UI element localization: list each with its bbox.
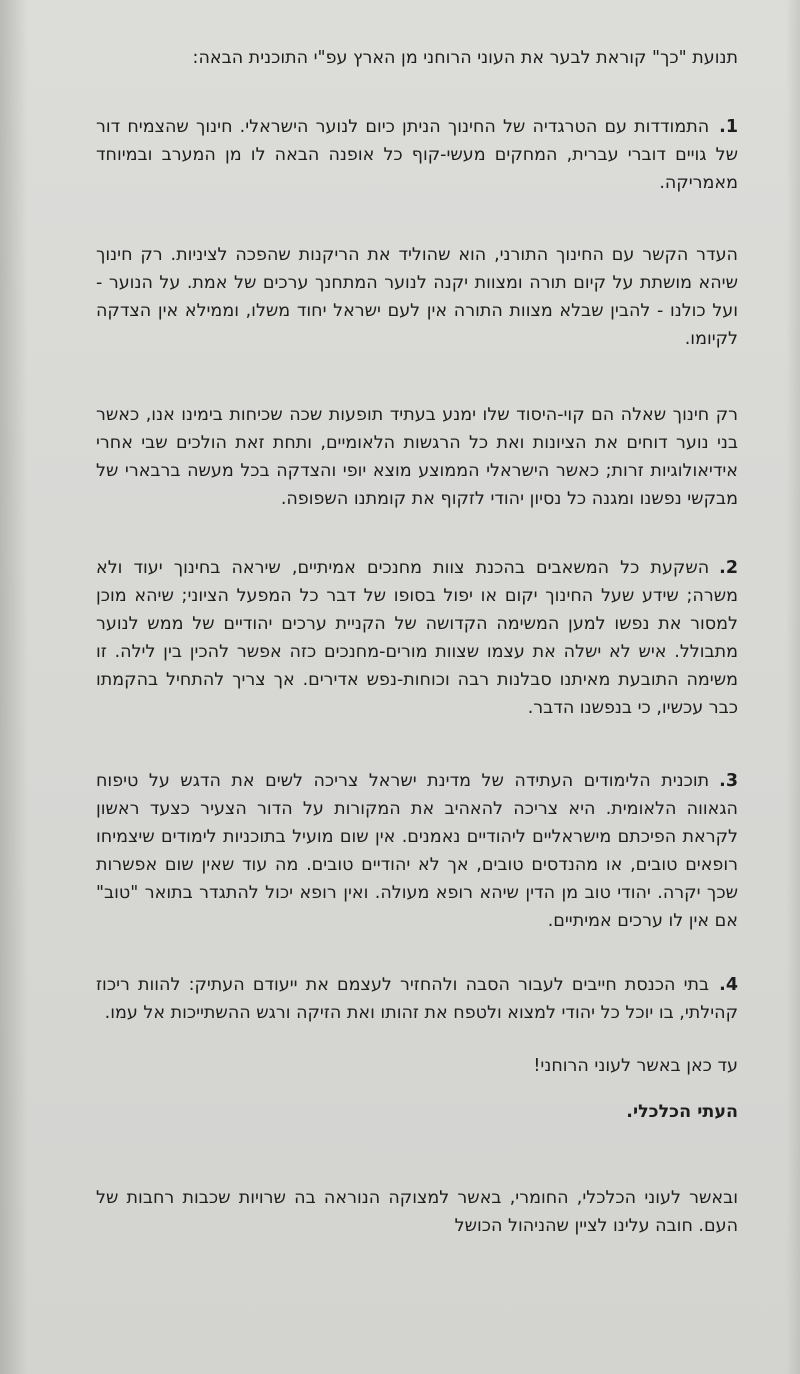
paragraph-3: רק חינוך שאלה הם קוי-היסוד שלו ימנע בעתיד תופעות שכה שכיחות בימינו אנו, כאשר בני נוער דוחים את הציונות ואת כל הרגשות הלאומיים, ותחת זאת הולכים שבי אחרי אידיאולוגיות זרות; כאשר הישראלי הממוצע מוצא יופי והצדקה בכל מעשה ברבארי של מבקשי נפשנו ומגנה כל נסיון יהודי לזקוף את קומתנו השפופה. xyxy=(96,405,738,509)
paragraph-2: העדר הקשר עם החינוך התורני, הוא שהוליד את הריקנות שהפכה לציניות. רק חינוך שיהא מושתת על קיום תורה ומצוות יקנה לנוער המתחנך ערכים של אמת. על הנוער - ועל כולנו - להבין שבלא מצוות התורה אין לעם ישראל יחוד משלו, וממילא אין הצדקה לקיומו. xyxy=(96,245,738,349)
item-4 xyxy=(96,971,738,1027)
item-2-text: השקעת כל המשאבים בהכנת צוות מחנכים אמיתיים, שיראה בחינוך יעוד ולא משרה; שידע שעל החינוך יקום או יפול בסופו של דבר כל המפעל הציוני; שיהא מוכן למסור את נפשו למען המשימה הקדושה של הקניית ערכים יהודיים של ממש לנוער מתבולל. איש לא ישלה את עצמו שצוות מורים-מחנכים כזה אפשר להכין בין לילה. זו משימה התובעת מאיתנו סבלנות רבה וכוחות-נפש אדירים. אך צריך להתחיל בהקמתו כבר עכשיו, כי בנפשנו הדבר. xyxy=(96,558,738,718)
item-4-text: בתי הכנסת חייבים לעבור הסבה ולהחזיר לעצמם את ייעודם העתיק: להוות ריכוז קהילתי, בו יוכל כל יהודי למצוא ולטפח את זהותו ואת הזיקה ורגש ההשתייכות אל עמו. xyxy=(96,975,738,1023)
binding-shadow xyxy=(0,0,28,1374)
item-3-text: תוכנית הלימודים העתידה של מדינת ישראל צריכה לשים את הדגש על טיפוח הגאווה הלאומית. היא צריכה להאהיב את המקורות על הדור הצעיר כצעד ראשון לקראת הפיכתם מישראליים ליהודיים נאמנים. אין שום מועיל בתוכניות לימודים שיצמיחו רופאים טובים, או מהנדסים טובים, אך לא יהודיים טובים. מה עוד שאין שום אפשרות שכך יקרה. יהודי טוב מן הדין שיהא רופא מעולה. ואין רופא יכול להתגדר בתואר "טוב" אם אין לו ערכים אמיתיים. xyxy=(96,771,738,931)
item-1-number: 1. xyxy=(719,117,738,137)
section-heading: העתי הכלכלי. xyxy=(626,1102,738,1122)
final-paragraph: ובאשר לעוני הכלכלי, החומרי, באשר למצוקה הנוראה בה שרויות שכבות רחבות של העם. חובה עלינו לציין שהניהול הכושל xyxy=(96,1188,738,1236)
page-edge-shadow xyxy=(786,0,800,1374)
item-3-number: 3. xyxy=(719,771,738,791)
item-1-text: התמודדות עם הטרגדיה של החינוך הניתן כיום לנוער הישראלי. חינוך שהצמיח דור של גויים דוברי עברית, המחקים מעשי-קוף כל אופנה הבאה לו מן המערב ובמיוחד מאמריקה. xyxy=(96,117,738,193)
item-2-number: 2. xyxy=(719,558,738,578)
item-4-number: 4. xyxy=(719,975,738,995)
item-2 xyxy=(96,554,738,722)
intro-paragraph: תנועת "כך" קוראת לבער את העוני הרוחני מן הארץ עפ"י התוכנית הבאה: xyxy=(192,48,738,68)
page-text xyxy=(96,44,738,1240)
closing-line: עד כאן באשר לעוני הרוחני! xyxy=(533,1056,738,1076)
item-1 xyxy=(96,113,738,197)
item-3 xyxy=(96,767,738,935)
